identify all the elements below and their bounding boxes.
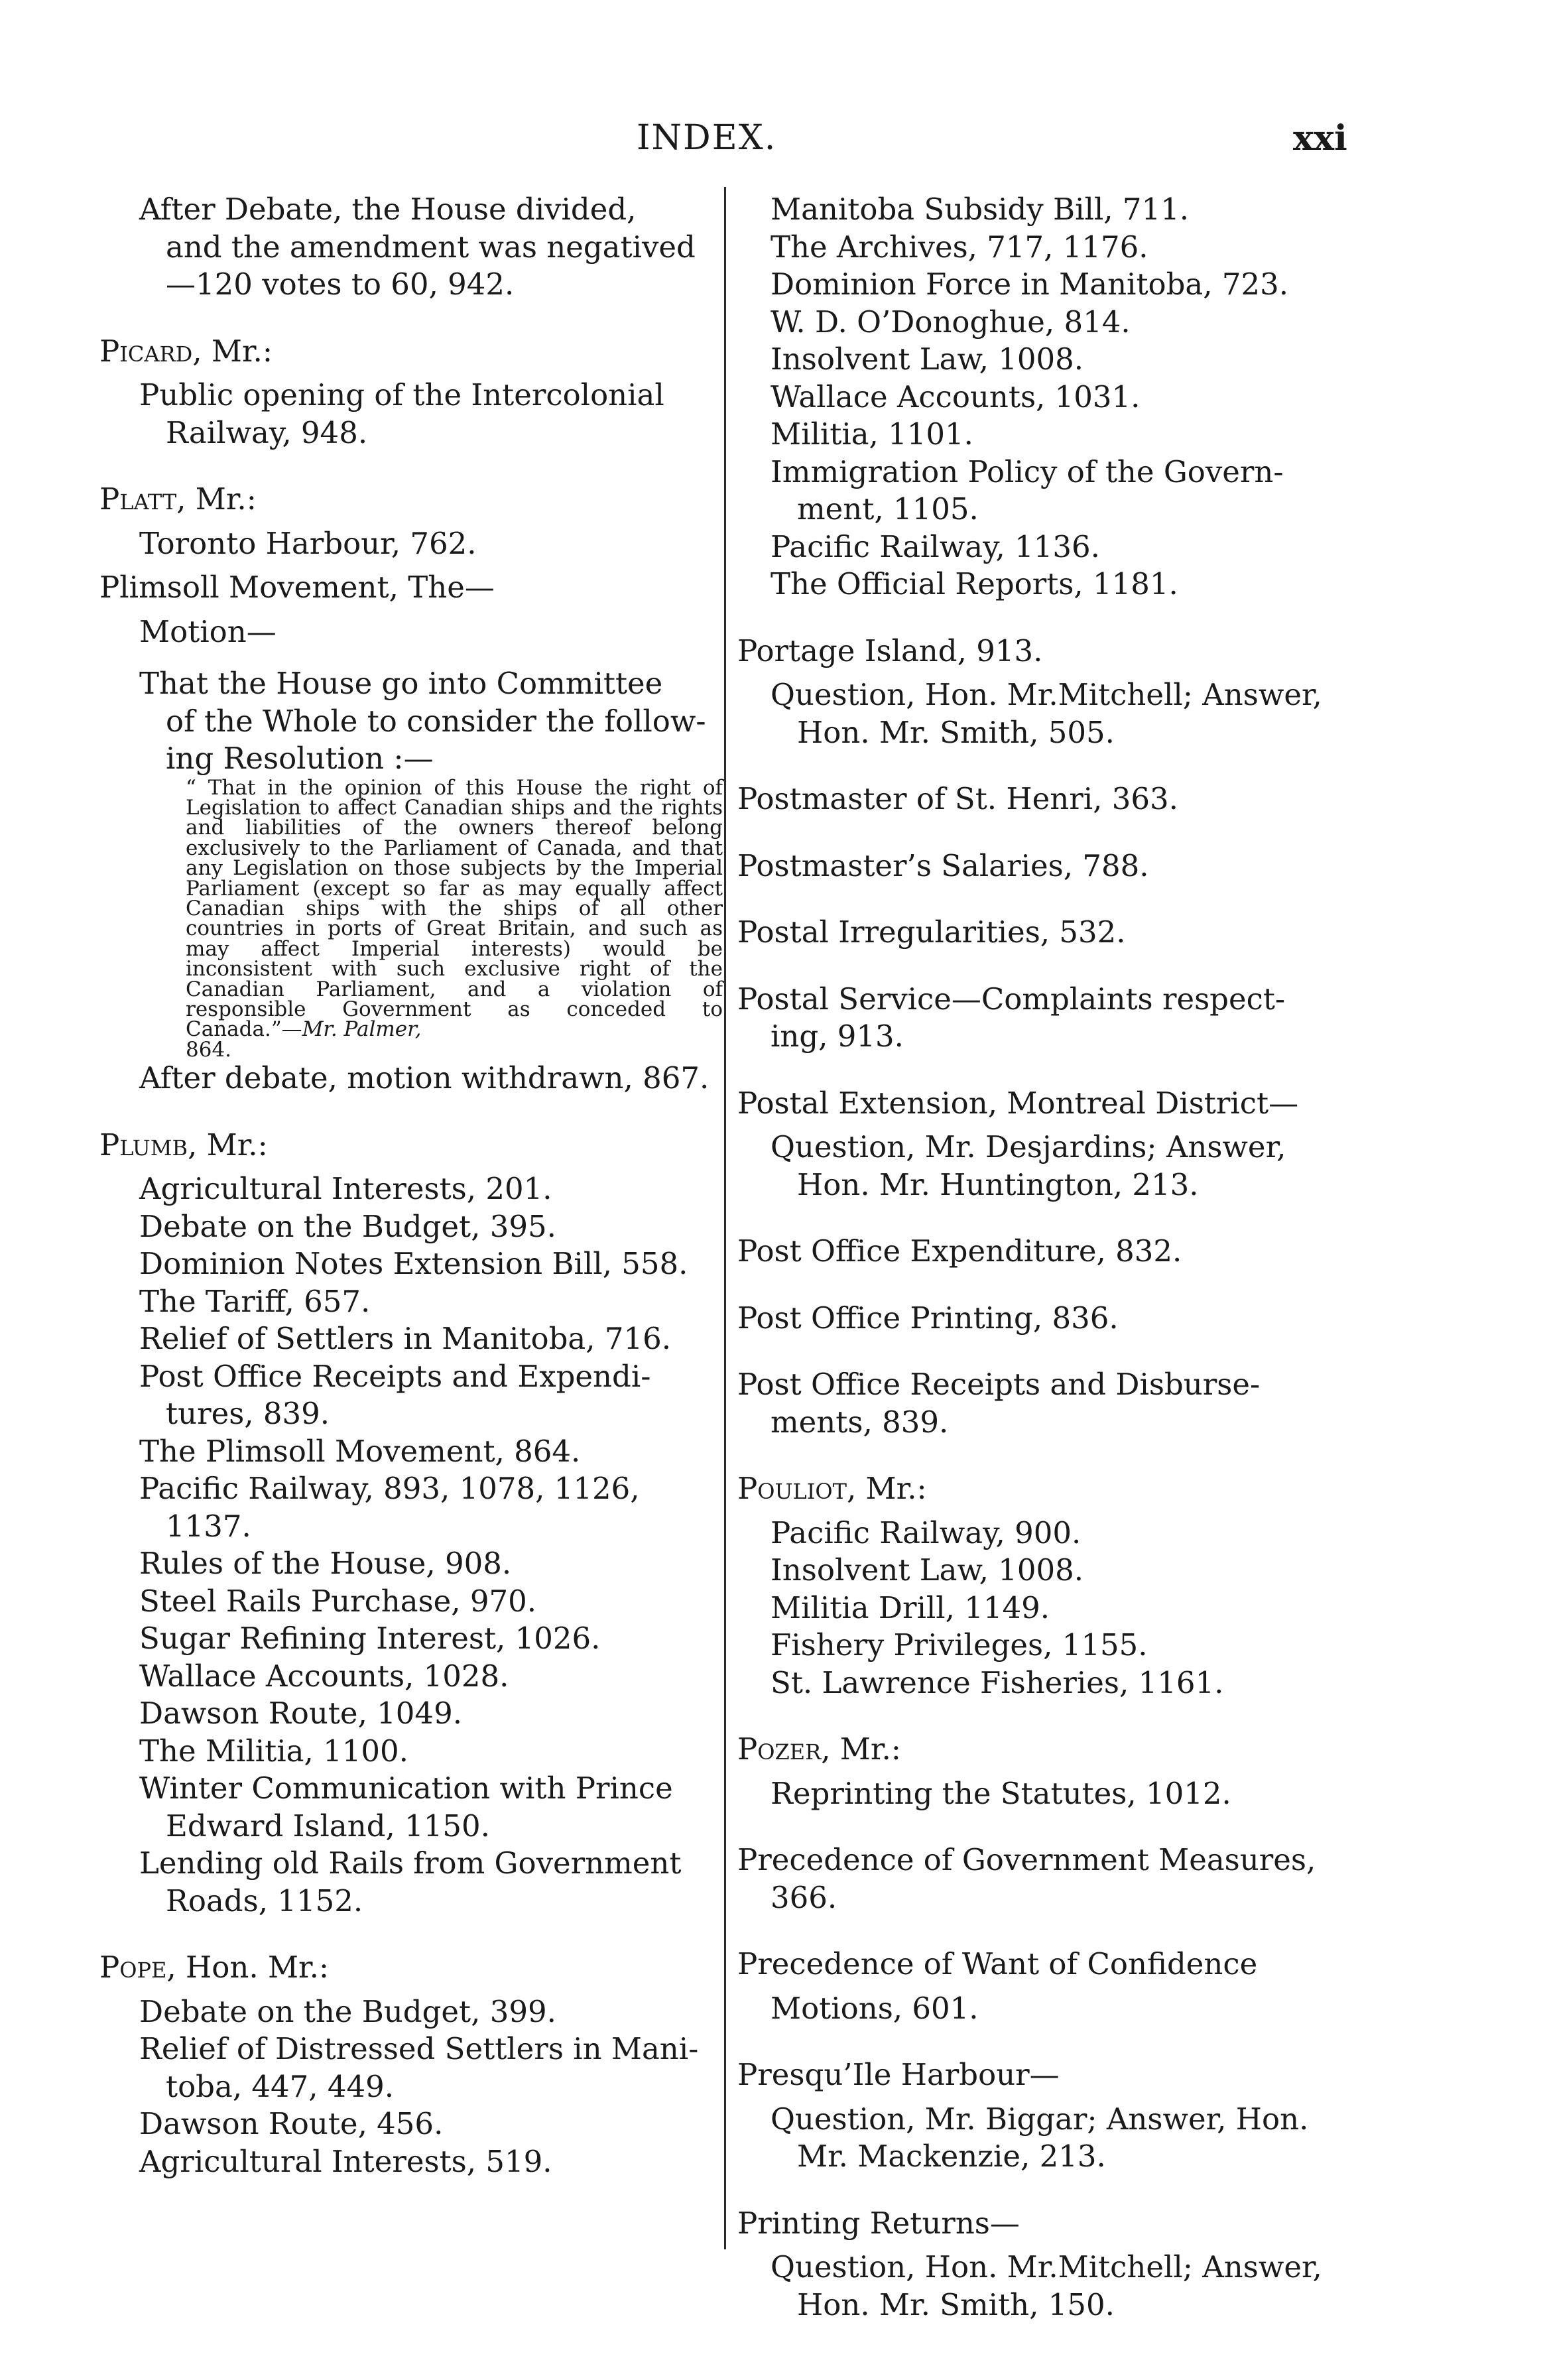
index-entry: The Militia, 1100. — [139, 1733, 408, 1769]
index-entry: Reprinting the Statutes, 1012. — [771, 1775, 1231, 1811]
entry-heading-postmaster: Postmaster of St. Henri, 363. — [737, 781, 1178, 816]
index-entry: ment, 1105. — [797, 491, 979, 527]
index-entry: Relief of Settlers in Manitoba, 716. — [139, 1321, 672, 1357]
entry-heading-precedence-gov: Precedence of Government Measures, — [737, 1842, 1316, 1877]
text-line: Question, Mr. Biggar; Answer, Hon. — [771, 2101, 1309, 2137]
debate-continuation — [139, 191, 723, 304]
index-entry: Agricultural Interests, 519. — [139, 2143, 552, 2179]
entry-heading-postal-irregularities: Postal Irregularities, 532. — [737, 914, 1126, 950]
pope-entries — [139, 1993, 723, 2181]
pouliot-entries — [771, 1515, 1344, 1702]
text-line: of the Whole to consider the follow- — [166, 703, 706, 739]
index-entry: Dominion Force in Manitoba, 723. — [771, 267, 1289, 302]
entry-heading-po-printing: Post Office Printing, 836. — [737, 1300, 1119, 1336]
index-entry: 1137. — [166, 1508, 251, 1544]
index-entry — [139, 377, 723, 452]
index-entry: The Official Reports, 1181. — [771, 566, 1178, 601]
text-line: Railway, 948. — [166, 414, 368, 450]
text-line: 366. — [771, 1879, 837, 1915]
index-entry: Militia Drill, 1149. — [771, 1590, 1050, 1625]
quote-page: 864. — [186, 1037, 232, 1062]
index-entry: Pacific Railway, 900. — [771, 1515, 1082, 1550]
text-line: ments, 839. — [771, 1404, 949, 1440]
text-line: Mr. Mackenzie, 213. — [797, 2139, 1106, 2174]
index-entry: Debate on the Budget, 395. — [139, 1208, 556, 1244]
index-entry: Rules of the House, 908. — [139, 1546, 512, 1582]
text-line: —120 votes to 60, 942. — [166, 267, 515, 302]
text-line: ing, 913. — [771, 1019, 904, 1054]
text-line: and the amendment was negatived — [166, 229, 696, 265]
index-entry: Wallace Accounts, 1031. — [771, 379, 1141, 414]
index-entry: The Archives, 717, 1176. — [771, 229, 1148, 265]
entry-heading-plumb: Plumb, Mr.: — [99, 1127, 268, 1162]
entry-heading-platt: Platt, Mr.: — [99, 481, 257, 517]
quote-author: Mr. Palmer, — [302, 1017, 422, 1042]
index-entry: tures, 839. — [166, 1396, 330, 1432]
index-entry: Steel Rails Purchase, 970. — [139, 1583, 537, 1619]
index-entry: Wallace Accounts, 1028. — [139, 1658, 509, 1694]
quote-text: “ That in the opinion of this House the right of Legislation to affect Canadian ships and the rights and liabilities of the owners thereof belong exclusively to the Parliament of Canada, and that any Legislation on those subjects by the Imperial Parliament (except so far as may equally affect Canadian ships with the ships of all other countries in ports of Great Britain, and such as may affect Imperial interests) would be inconsistent with such exclusive right of the Canadian Parliament, and a violation of responsible Government as conceded to Canada.”— — [186, 775, 723, 1042]
text-line: Public opening of the Intercolonial — [139, 377, 664, 412]
resolution-quote — [186, 775, 723, 1062]
index-entry: Agricultural Interests, 201. — [139, 1171, 552, 1207]
column-divider — [724, 187, 726, 2249]
index-entry: W. D. O’Donoghue, 814. — [771, 304, 1131, 340]
index-entry: Roads, 1152. — [166, 1883, 363, 1918]
index-entry: Sugar Refining Interest, 1026. — [139, 1621, 601, 1657]
entry-heading-pozer: Pozer, Mr.: — [737, 1731, 901, 1767]
text-line: ing Resolution :— — [166, 741, 434, 776]
motion-text — [139, 665, 723, 778]
index-entry: The Tariff, 657. — [139, 1283, 371, 1319]
index-entry: Immigration Policy of the Govern- — [771, 454, 1284, 489]
entry-heading-presquile: Presqu’Ile Harbour— — [737, 2057, 1060, 2092]
index-entry: Debate on the Budget, 399. — [139, 1993, 556, 2029]
text-line: Question, Hon. Mr.Mitchell; Answer, — [771, 677, 1322, 712]
index-entry: Winter Communication with Prince — [139, 1771, 673, 1806]
entry-heading-pope: Pope, Hon. Mr.: — [99, 1950, 330, 1985]
entry-heading-postal-service: Postal Service—Complaints respect- — [737, 981, 1286, 1017]
entry-heading-postmaster-salaries: Postmaster’s Salaries, 788. — [737, 847, 1149, 883]
text-line: Hon. Mr. Smith, 505. — [797, 714, 1115, 750]
index-entry: Insolvent Law, 1008. — [771, 1552, 1084, 1588]
index-entry: After debate, motion withdrawn, 867. — [139, 1060, 710, 1096]
index-entry: The Plimsoll Movement, 864. — [139, 1433, 581, 1469]
index-entry: toba, 447, 449. — [166, 2068, 395, 2104]
index-entry: Militia, 1101. — [771, 416, 973, 452]
entry-heading-printing-returns: Printing Returns— — [737, 2205, 1020, 2241]
index-entry: St. Lawrence Fisheries, 1161. — [771, 1664, 1224, 1700]
index-entry: Insolvent Law, 1008. — [771, 342, 1084, 377]
entry-heading-precedence-want: Precedence of Want of Confidence — [737, 1946, 1258, 1981]
index-entry: Pacific Railway, 1136. — [771, 529, 1100, 564]
text-line: Hon. Mr. Smith, 150. — [797, 2286, 1115, 2322]
index-entry: Fishery Privileges, 1155. — [771, 1627, 1148, 1662]
plumb-entries — [139, 1170, 723, 1920]
entry-heading-po-receipts: Post Office Receipts and Disburse- — [737, 1367, 1261, 1402]
index-entry: Toronto Harbour, 762. — [139, 525, 477, 561]
index-entry: Relief of Distressed Settlers in Mani- — [139, 2031, 699, 2067]
text-line: Motions, 601. — [771, 1990, 979, 2026]
index-entry — [771, 2101, 1344, 2176]
index-entry — [771, 1129, 1344, 1204]
index-entry: Manitoba Subsidy Bill, 711. — [771, 192, 1190, 227]
entry-heading-pouliot: Pouliot, Mr.: — [737, 1471, 927, 1506]
entry-heading-plimsoll: Plimsoll Movement, The— — [99, 570, 495, 605]
entry-heading-postal-extension: Postal Extension, Montreal District— — [737, 1085, 1299, 1121]
running-header — [0, 118, 1545, 164]
text-line: Question, Hon. Mr.Mitchell; Answer, — [771, 2249, 1322, 2285]
continued-entries — [771, 191, 1344, 603]
page-title: INDEX. — [637, 118, 777, 158]
index-entry — [771, 676, 1344, 751]
index-entry: Post Office Receipts and Expendi- — [139, 1358, 651, 1394]
left-column — [99, 191, 723, 2180]
text-line: Question, Mr. Desjardins; Answer, — [771, 1129, 1286, 1164]
index-entry: Dominion Notes Extension Bill, 558. — [139, 1246, 688, 1282]
index-entry: Dawson Route, 456. — [139, 2106, 444, 2142]
entry-heading-portage: Portage Island, 913. — [737, 633, 1043, 668]
right-column — [737, 191, 1344, 2324]
page-number: xxi — [1293, 118, 1347, 158]
index-entry: Lending old Rails from Government — [139, 1846, 682, 1881]
index-entry: Pacific Railway, 893, 1078, 1126, — [139, 1471, 640, 1507]
entry-heading-po-expenditure: Post Office Expenditure, 832. — [737, 1233, 1182, 1269]
text-line: That the House go into Committee — [139, 666, 663, 701]
index-entry: Dawson Route, 1049. — [139, 1696, 463, 1731]
index-entry: Edward Island, 1150. — [166, 1808, 490, 1844]
entry-heading-picard: Picard, Mr.: — [99, 333, 273, 369]
text-line: Hon. Mr. Huntington, 213. — [797, 1166, 1199, 1202]
text-line: After Debate, the House divided, — [139, 192, 637, 227]
index-entry — [771, 2249, 1344, 2324]
motion-label: Motion— — [139, 613, 277, 649]
